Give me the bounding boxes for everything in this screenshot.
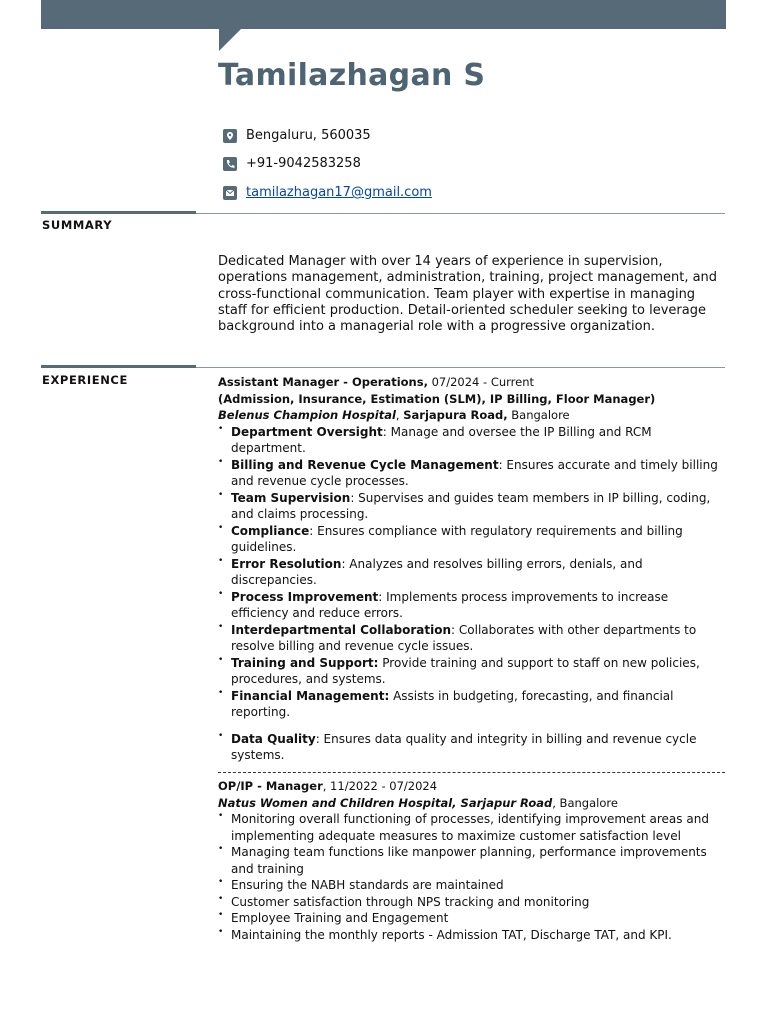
list-item: • Customer satisfaction through NPS tracking and monitoring [218,894,726,911]
job-entry [218,374,726,764]
list-item: • Compliance: Ensures compliance with regulatory requirements and billing guidelines. [218,523,726,556]
contact-location [223,128,371,143]
job-entry [218,778,726,943]
job-divider [218,772,725,773]
job-employer: Belenus Champion Hospital [218,408,396,422]
list-item: • Ensuring the NABH standards are maintained [218,877,726,894]
list-item: • Process Improvement: Implements process improvements to increase efficiency and reduce errors. [218,589,726,622]
job-title-line [218,778,726,795]
email-link[interactable]: tamilazhagan17@gmail.com [246,185,432,200]
header-bar [41,0,726,29]
phone-text: +91-9042583258 [246,156,361,171]
list-item: • Monitoring overall functioning of processes, identifying improvement areas and implementing adequate measures to maximize customer satisfaction level [218,811,726,844]
list-item: • Billing and Revenue Cycle Management: Ensures accurate and timely billing and revenue cycle processes. [218,457,726,490]
list-item: • Error Resolution: Analyzes and resolves billing errors, denials, and discrepancies. [218,556,726,589]
job-location: Sarjapura Road, [403,408,508,422]
summary-text: Dedicated Manager with over 14 years of experience in supervision, operations management, administration, training, project management, and cross-functional communication. Team player with expertise in managing staff for efficient production. Detail-oriented scheduler seeking to leverage background into a managerial role with a progressive organization. [218,254,718,335]
envelope-icon [223,186,237,200]
summary-heading: SUMMARY [42,218,113,232]
job-dates: 07/2024 - Current [431,375,535,389]
job-title: OP/IP - Manager [218,779,323,793]
job-bullets [218,811,726,943]
job-employer-line: Belenus Champion Hospital, Sarjapura Road, Bangalore [218,408,570,422]
job-title: Assistant Manager - Operations, [218,375,428,389]
location-pin-icon [223,129,237,143]
list-item: • Managing team functions like manpower planning, performance improvements and training [218,844,726,877]
job-city: Bangalore [511,408,570,422]
header-tab-marker [219,29,241,51]
job-title-line [218,374,726,391]
contact-phone [223,156,361,171]
job-subtitle: (Admission, Insurance, Estimation (SLM), IP Billing, Floor Manager) [218,391,656,406]
list-item: • Employee Training and Engagement [218,910,726,927]
contact-email [223,185,432,200]
candidate-name: Tamilazhagan S [218,58,486,93]
location-text: Bengaluru, 560035 [246,128,371,143]
list-item: • Financial Management: Assists in budgeting, forecasting, and financial reporting. [218,688,726,721]
phone-icon [223,157,237,171]
list-item: • Interdepartmental Collaboration: Collaborates with other departments to resolve billing and revenue cycle issues. [218,622,726,655]
job-bullets [218,424,726,764]
list-item: • Maintaining the monthly reports - Admission TAT, Discharge TAT, and KPI. [218,927,726,944]
experience-rule-accent [41,365,196,368]
list-item: • Department Oversight: Manage and oversee the IP Billing and RCM department. [218,424,726,457]
summary-rule [196,213,725,214]
job-employer: Natus Women and Children Hospital, Sarjapur Road [218,795,553,810]
job-dates: , 11/2022 - 07/2024 [322,779,438,793]
experience-heading: EXPERIENCE [42,373,128,387]
job-employer-line [218,795,726,812]
summary-rule-accent [41,211,196,214]
list-item: • Team Supervision: Supervises and guides team members in IP billing, coding, and claims processing. [218,490,726,523]
experience-rule [196,367,725,368]
job-city: , Bangalore [552,795,618,810]
list-item: • Data Quality: Ensures data quality and integrity in billing and revenue cycle systems. [218,731,726,764]
list-item: • Training and Support: Provide training and support to staff on new policies, procedures, and systems. [218,655,726,688]
